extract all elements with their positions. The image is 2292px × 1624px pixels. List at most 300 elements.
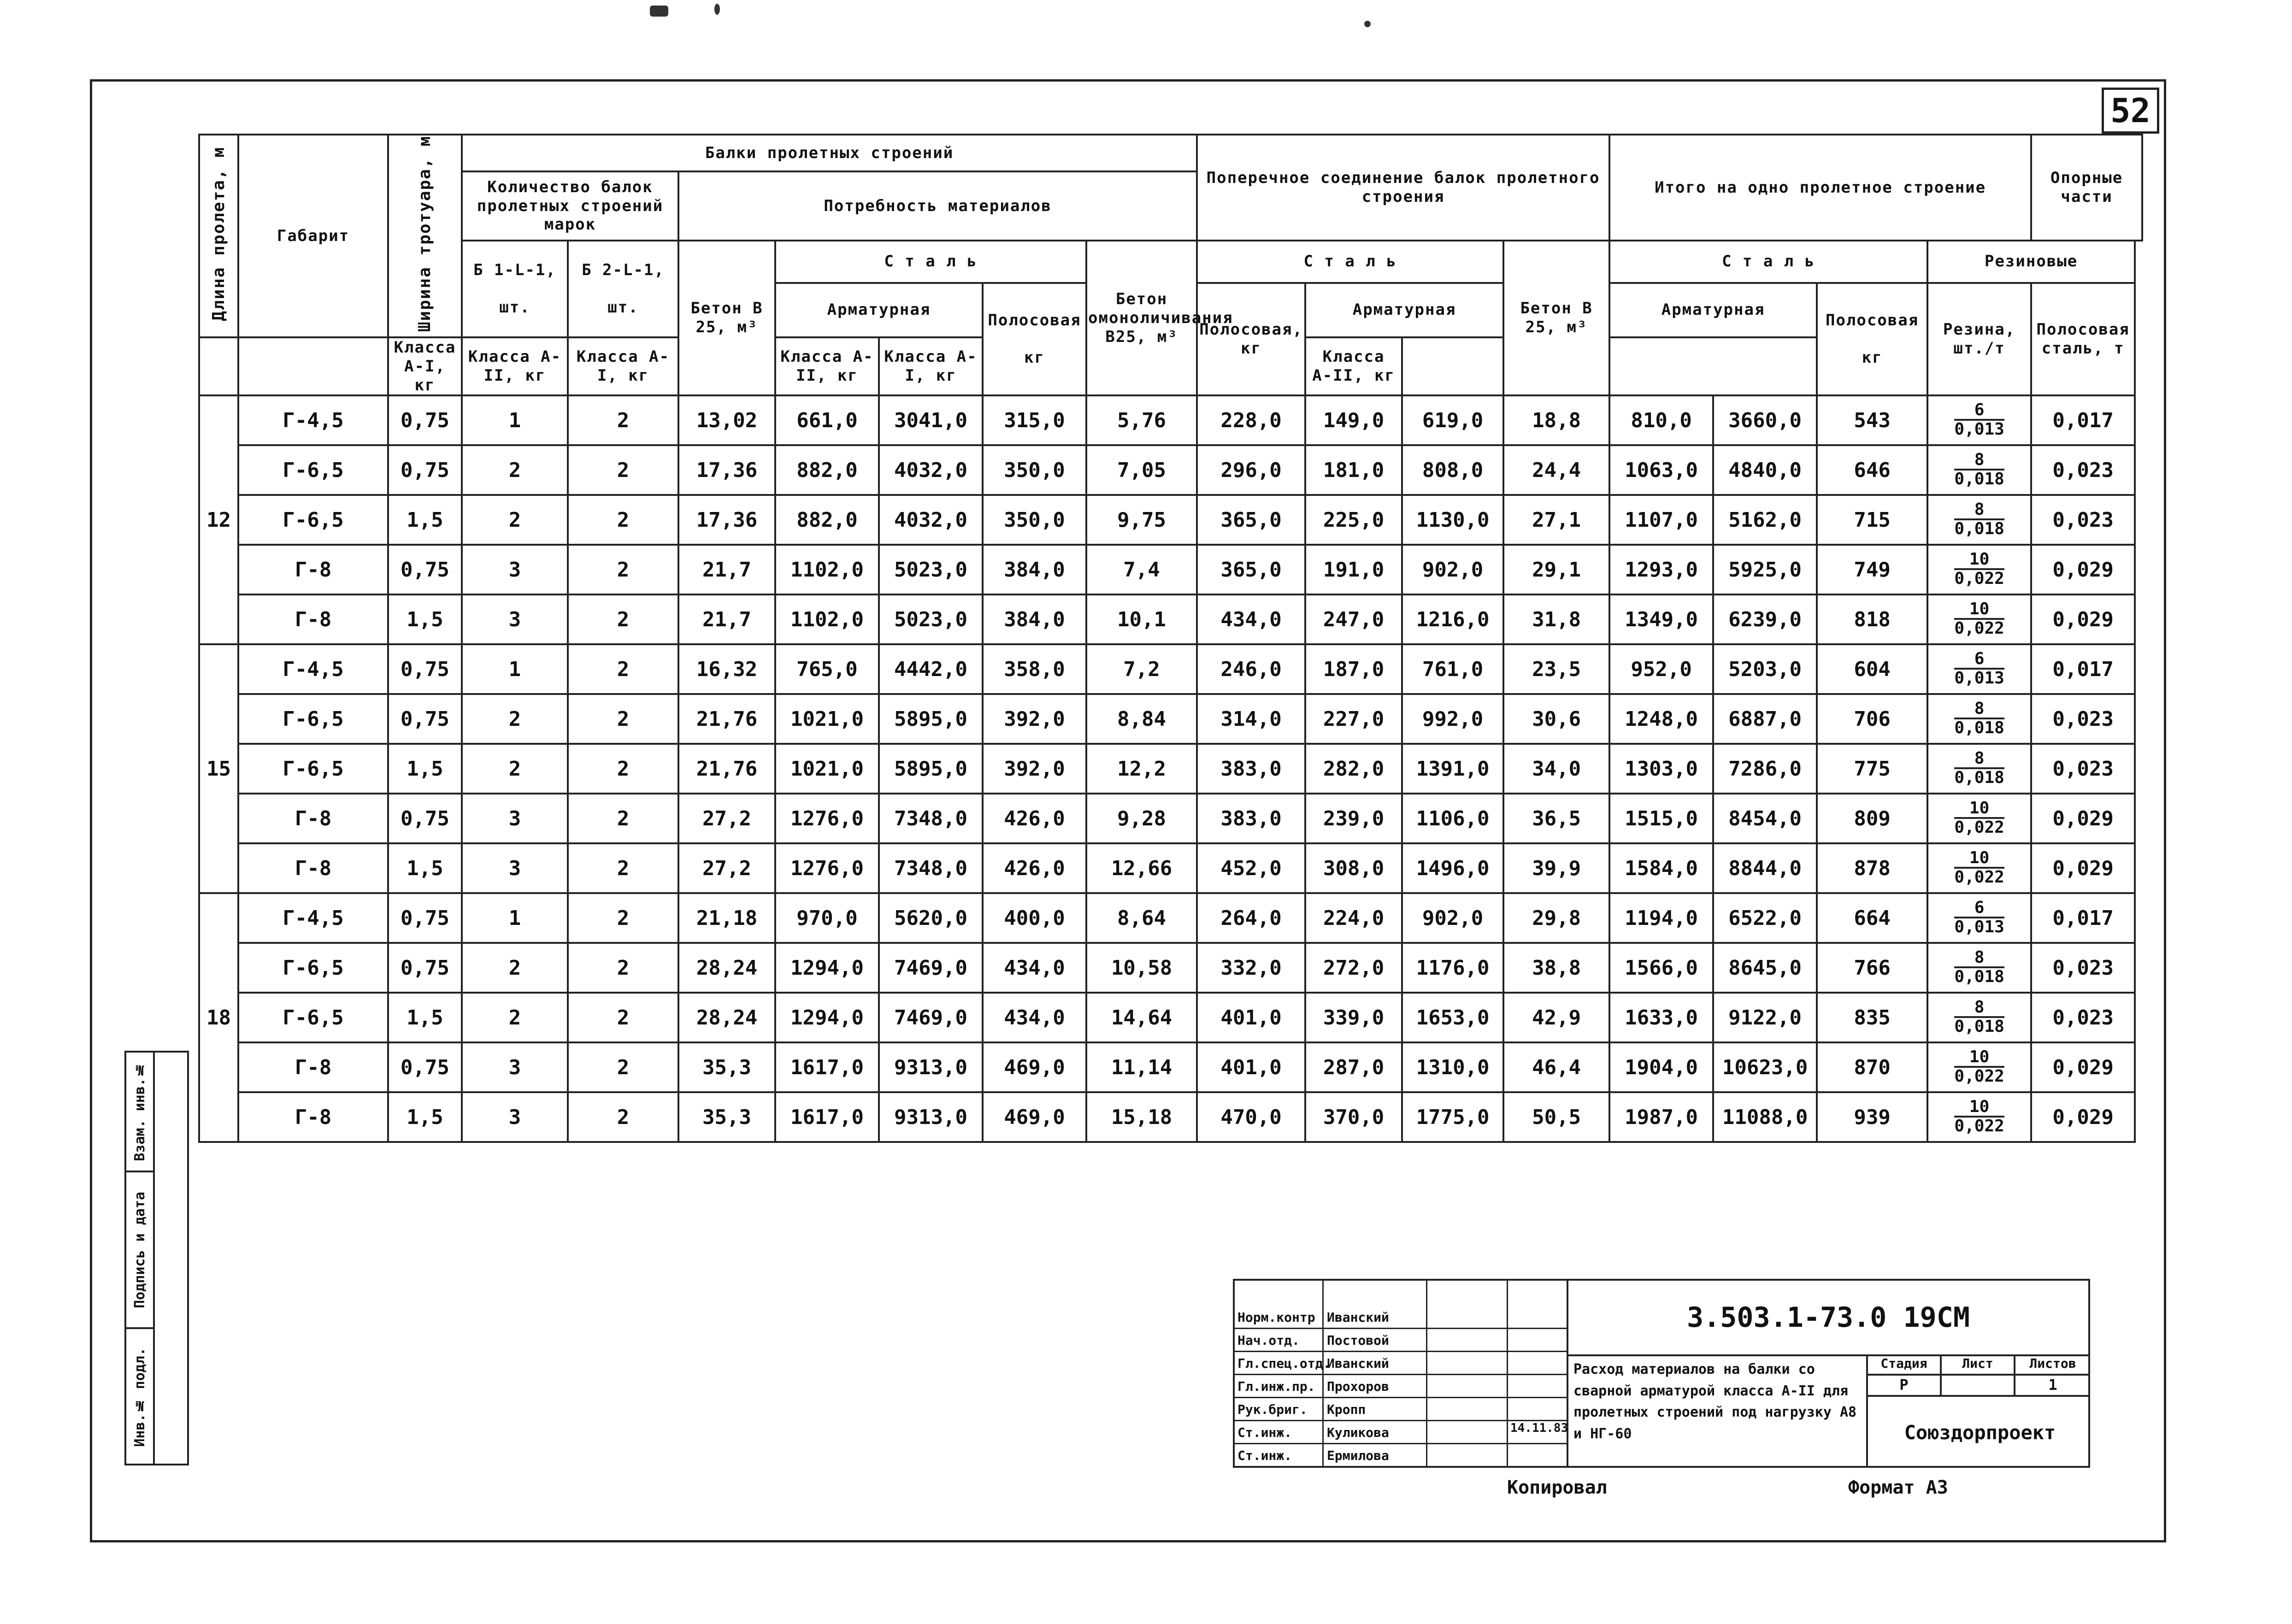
gabarit-cell: Г-8 [238,843,388,893]
th-b1: Б 1-L-1, шт. [462,241,568,337]
cell-ts: 706 [1817,694,1927,744]
sign-date-cell: Подпись и дата [126,1172,155,1329]
cell-conc: 21,7 [678,545,775,594]
cell-b2: 2 [568,545,678,594]
cell-a1: 1276,0 [775,794,879,843]
cell-strip-steel: 0,017 [2031,644,2135,694]
th-b2: Б 2-L-1, шт. [568,241,678,337]
cell-ca2: 1216,0 [1402,594,1503,644]
cell-b1: 1 [462,395,568,445]
cell-a1: 1276,0 [775,843,879,893]
cell-ca2: 1130,0 [1402,495,1503,545]
th-sidewalk-width: Ширина тротуара, м [388,135,462,337]
rubber-fraction-cell [1927,694,2031,744]
cell-a1: 1102,0 [775,545,879,594]
materials-table [198,134,2143,1143]
signer-name: Куликова [1327,1425,1389,1440]
cell-ca1: 239,0 [1305,794,1402,843]
th-total-strip: Полосовая кг [1817,283,1927,396]
rubber-fraction [1954,501,2004,538]
cell-tc: 46,4 [1503,1042,1609,1092]
table-row [199,993,2142,1042]
cell-tc: 31,8 [1503,594,1609,644]
rubber-fraction-cell [1927,744,2031,794]
cell-b1: 3 [462,1042,568,1092]
gabarit-cell: Г-8 [238,794,388,843]
span-length-cell: 12 [199,395,238,644]
signer-position: Гл.инж.пр. [1237,1379,1315,1394]
cell-strip-steel: 0,029 [2031,545,2135,594]
cell-ta2: 6887,0 [1713,694,1817,744]
table-row [199,495,2142,545]
cell-strip-steel: 0,017 [2031,893,2135,943]
cell-conc: 17,36 [678,445,775,495]
cell-cs: 296,0 [1197,445,1305,495]
cell-a2: 7469,0 [879,993,983,1042]
cell-ta2: 8454,0 [1713,794,1817,843]
signer-name: Постовой [1327,1333,1389,1348]
cell-tc: 34,0 [1503,744,1609,794]
gabarit-cell: Г-8 [238,1092,388,1142]
cell-a1: 1021,0 [775,694,879,744]
cell-conc: 28,24 [678,943,775,993]
cell-b1: 2 [462,993,568,1042]
cell-tc: 29,1 [1503,545,1609,594]
cell-b2: 2 [568,893,678,943]
cell-b1: 3 [462,794,568,843]
cell-ca1: 339,0 [1305,993,1402,1042]
gabarit-cell: Г-6,5 [238,993,388,1042]
signers-grid [1235,1281,1568,1466]
cell-ta2: 5925,0 [1713,545,1817,594]
cell-ca1: 187,0 [1305,644,1402,694]
cell-a2: 4032,0 [879,495,983,545]
cell-w: 0,75 [388,893,462,943]
copied-by: Копировал [1507,1477,1607,1498]
rubber-pcs: 8 [1954,451,2004,471]
cell-a1: 882,0 [775,445,879,495]
cell-ta1: 1194,0 [1609,893,1713,943]
gabarit-cell: Г-4,5 [238,644,388,694]
cell-ca1: 370,0 [1305,1092,1402,1142]
signer-row [1235,1444,1567,1467]
cell-b2: 2 [568,445,678,495]
doc-code: 3.503.1-73.0 19СМ [1567,1281,2090,1356]
rubber-fraction [1954,1048,2004,1085]
cell-ts: 749 [1817,545,1927,594]
rubber-pcs: 10 [1954,551,2004,570]
cell-ta2: 4840,0 [1713,445,1817,495]
cell-w: 1,5 [388,843,462,893]
replace-inv-cell: Взам. инв.№ [126,1053,155,1172]
th-cross-class2: Класса А-II, кг [775,337,879,395]
cell-strip: 350,0 [983,445,1086,495]
gabarit-cell: Г-8 [238,545,388,594]
cell-strip: 384,0 [983,545,1086,594]
cell-cs: 365,0 [1197,495,1305,545]
cell-tc: 50,5 [1503,1092,1609,1142]
cell-a2: 5895,0 [879,744,983,794]
th-concrete: Бетон В 25, м³ [678,241,775,395]
gabarit-cell: Г-6,5 [238,744,388,794]
cell-ta1: 1515,0 [1609,794,1713,843]
cell-ta1: 1063,0 [1609,445,1713,495]
cell-ta2: 9122,0 [1713,993,1817,1042]
cell-ta1: 1633,0 [1609,993,1713,1042]
cell-ts: 775 [1817,744,1927,794]
cell-tc: 27,1 [1503,495,1609,545]
cell-conc: 16,32 [678,644,775,694]
cell-strip: 400,0 [983,893,1086,943]
cell-b2: 2 [568,644,678,694]
left-stamp-strip [124,1051,189,1465]
table-row [199,794,2142,843]
cell-conc: 35,3 [678,1092,775,1142]
rubber-fraction [1954,999,2004,1036]
cell-conc: 35,3 [678,1042,775,1092]
rubber-pcs: 8 [1954,700,2004,719]
cell-w: 0,75 [388,794,462,843]
cell-a2: 7348,0 [879,843,983,893]
th-total-class2: Класса А-II, кг [1305,337,1402,395]
th-cross-rebar: Арматурная [1305,283,1503,337]
cell-mono: 14,64 [1086,993,1197,1042]
cell-cs: 365,0 [1197,545,1305,594]
th-rubber-pcs: Резина, шт./т [1927,283,2031,396]
cell-mono: 8,64 [1086,893,1197,943]
cell-tc: 29,8 [1503,893,1609,943]
cell-a2: 9313,0 [879,1092,983,1142]
th-rebar: Арматурная [775,283,983,337]
cell-ts: 818 [1817,594,1927,644]
cell-ca2: 619,0 [1402,395,1503,445]
cell-strip: 469,0 [983,1092,1086,1142]
gabarit-cell: Г-6,5 [238,943,388,993]
rubber-weight: 0,022 [1954,1116,2004,1136]
cell-a1: 970,0 [775,893,879,943]
rubber-weight: 0,018 [1954,469,2004,488]
cell-strip-steel: 0,023 [2031,445,2135,495]
rubber-fraction-cell [1927,644,2031,694]
cell-ta1: 1904,0 [1609,1042,1713,1092]
cell-ca1: 227,0 [1305,694,1402,744]
signer-position: Гл.спец.отд. [1237,1356,1331,1371]
cell-cs: 264,0 [1197,893,1305,943]
cell-mono: 5,76 [1086,395,1197,445]
cell-strip-steel: 0,029 [2031,1092,2135,1142]
signer-position: Рук.бриг. [1237,1402,1308,1417]
cell-strip: 350,0 [983,495,1086,545]
span-length-cell: 18 [199,893,238,1142]
cell-cs: 434,0 [1197,594,1305,644]
cell-ca1: 149,0 [1305,395,1402,445]
cell-ta2: 6522,0 [1713,893,1817,943]
cell-ts: 870 [1817,1042,1927,1092]
rubber-pcs: 10 [1954,1098,2004,1118]
th-gabarit: Габарит [238,135,388,337]
cell-w: 0,75 [388,445,462,495]
cell-tc: 39,9 [1503,843,1609,893]
cell-strip-steel: 0,029 [2031,594,2135,644]
signer-position: Ст.инж. [1237,1448,1292,1463]
table-row [199,843,2142,893]
rubber-fraction-cell [1927,794,2031,843]
th-pcs-spacer [238,337,388,395]
doc-description: Расход материалов на балки со сварной арматурой класса А-II для пролетных строений под нагрузку А8 и НГ-60 [1573,1361,1857,1442]
cell-mono: 7,05 [1086,445,1197,495]
th-monolith: Бетон омоноличивания В25, м³ [1086,241,1197,395]
table-row [199,545,2142,594]
rubber-fraction-cell [1927,993,2031,1042]
sheet-label: Лист [1940,1354,2014,1376]
cell-w: 1,5 [388,495,462,545]
cell-b1: 1 [462,644,568,694]
cell-mono: 10,58 [1086,943,1197,993]
cell-cs: 314,0 [1197,694,1305,744]
cell-w: 0,75 [388,644,462,694]
cell-b1: 2 [462,445,568,495]
rubber-pcs: 6 [1954,899,2004,918]
cell-b1: 1 [462,893,568,943]
rubber-pcs: 10 [1954,849,2004,869]
rubber-pcs: 8 [1954,949,2004,968]
cell-mono: 9,75 [1086,495,1197,545]
cell-a1: 1294,0 [775,993,879,1042]
rubber-fraction [1954,800,2004,836]
th-total-class1: Класса А-I, кг [879,337,983,395]
rubber-pcs: 6 [1954,650,2004,670]
cell-strip-steel: 0,029 [2031,1042,2135,1092]
cell-ta1: 1107,0 [1609,495,1713,545]
cell-a1: 765,0 [775,644,879,694]
rubber-weight: 0,013 [1954,668,2004,688]
rubber-fraction-cell [1927,843,2031,893]
cell-b2: 2 [568,1042,678,1092]
signer-position: Норм.контр [1237,1310,1315,1325]
cell-b2: 2 [568,943,678,993]
cell-a2: 5620,0 [879,893,983,943]
cell-conc: 21,7 [678,594,775,644]
cell-strip-steel: 0,023 [2031,694,2135,744]
rubber-fraction [1954,1098,2004,1135]
cell-w: 0,75 [388,395,462,445]
cell-strip-steel: 0,023 [2031,744,2135,794]
cell-w: 1,5 [388,594,462,644]
cell-ts: 939 [1817,1092,1927,1142]
th-class1: Класса А-I, кг [388,337,462,395]
cell-mono: 15,18 [1086,1092,1197,1142]
gabarit-cell: Г-4,5 [238,893,388,943]
cell-mono: 8,84 [1086,694,1197,744]
table-row [199,644,2142,694]
cell-ts: 604 [1817,644,1927,694]
signer-name: Иванский [1327,1310,1389,1325]
cell-a1: 882,0 [775,495,879,545]
scan-mark [650,6,668,17]
cell-ca1: 272,0 [1305,943,1402,993]
cell-ca2: 992,0 [1402,694,1503,744]
rubber-weight: 0,018 [1954,768,2004,787]
th-rubber: Резиновые [1927,241,2135,283]
cell-w: 1,5 [388,744,462,794]
cell-ta2: 7286,0 [1713,744,1817,794]
cell-mono: 7,4 [1086,545,1197,594]
gabarit-cell: Г-6,5 [238,445,388,495]
th-total: Итого на одно пролетное строение [1609,135,2031,241]
cell-b2: 2 [568,1092,678,1142]
table-row [199,694,2142,744]
gabarit-cell: Г-6,5 [238,495,388,545]
cell-b2: 2 [568,594,678,644]
cell-ta1: 1293,0 [1609,545,1713,594]
th-cross-strip: Полосовая, кг [1197,283,1305,396]
cell-b2: 2 [568,843,678,893]
cell-ca2: 1496,0 [1402,843,1503,893]
cell-strip-steel: 0,023 [2031,993,2135,1042]
signer-name: Прохоров [1327,1379,1389,1394]
gabarit-cell: Г-6,5 [238,694,388,744]
rubber-fraction [1954,551,2004,588]
table-row [199,893,2142,943]
rubber-weight: 0,013 [1954,419,2004,439]
cell-cs: 470,0 [1197,1092,1305,1142]
cell-ca2: 902,0 [1402,893,1503,943]
cell-cs: 401,0 [1197,993,1305,1042]
cell-ts: 646 [1817,445,1927,495]
th-materials-need: Потребность материалов [678,171,1197,241]
cell-ta1: 952,0 [1609,644,1713,694]
rubber-fraction [1954,451,2004,488]
cell-ta2: 5203,0 [1713,644,1817,694]
rubber-pcs: 8 [1954,999,2004,1018]
th-cross-steel: С т а л ь [1197,241,1503,283]
signer-position: Ст.инж. [1237,1425,1292,1440]
cell-tc: 24,4 [1503,445,1609,495]
table-row [199,943,2142,993]
cell-w: 0,75 [388,694,462,744]
cell-ca1: 224,0 [1305,893,1402,943]
th-cross-class1: Класса А-I, кг [568,337,678,395]
cell-a2: 3041,0 [879,395,983,445]
rubber-fraction [1954,401,2004,438]
cell-w: 0,75 [388,943,462,993]
rubber-fraction-cell [1927,893,2031,943]
cell-ca1: 287,0 [1305,1042,1402,1092]
cell-a2: 9313,0 [879,1042,983,1092]
rubber-pcs: 10 [1954,1048,2004,1068]
cell-strip-steel: 0,029 [2031,794,2135,843]
cell-cs: 383,0 [1197,794,1305,843]
cell-b2: 2 [568,993,678,1042]
rubber-weight: 0,013 [1954,917,2004,936]
cell-ca2: 1106,0 [1402,794,1503,843]
cell-b1: 3 [462,1092,568,1142]
cell-b2: 2 [568,694,678,744]
cell-cs: 452,0 [1197,843,1305,893]
organization: Союздорпроект [1866,1397,2092,1468]
rubber-fraction-cell [1927,594,2031,644]
signer-position: Нач.отд. [1237,1333,1300,1348]
rubber-fraction [1954,949,2004,986]
cell-ca1: 191,0 [1305,545,1402,594]
cell-b1: 3 [462,594,568,644]
sign-date: 14.11.83 [1510,1421,1568,1435]
cell-ts: 664 [1817,893,1927,943]
rubber-fraction [1954,849,2004,886]
cell-a1: 661,0 [775,395,879,445]
th-pcs-spacer [199,337,238,395]
cell-ca2: 1391,0 [1402,744,1503,794]
table-row [199,1042,2142,1092]
rubber-weight: 0,022 [1954,867,2004,887]
rubber-pcs: 8 [1954,750,2004,769]
table-row [199,1092,2142,1142]
cell-ts: 766 [1817,943,1927,993]
stage-value: Р [1866,1376,1940,1397]
cell-ca2: 1310,0 [1402,1042,1503,1092]
sheet-value [1940,1376,2014,1397]
table-body [199,395,2142,1142]
signer-row [1235,1306,1567,1329]
cell-tc: 42,9 [1503,993,1609,1042]
th-beams-group: Балки пролетных строений [462,135,1197,171]
rubber-fraction-cell [1927,1042,2031,1092]
cell-cs: 246,0 [1197,644,1305,694]
rubber-fraction-cell [1927,1092,2031,1142]
cell-ca2: 1653,0 [1402,993,1503,1042]
cell-ta2: 5162,0 [1713,495,1817,545]
cell-tc: 23,5 [1503,644,1609,694]
signer-row [1235,1329,1567,1352]
rubber-fraction [1954,650,2004,687]
th-bearings: Опорные части [2031,135,2142,241]
cell-w: 1,5 [388,993,462,1042]
gabarit-cell: Г-8 [238,594,388,644]
cell-b2: 2 [568,794,678,843]
cell-a1: 1617,0 [775,1042,879,1092]
cell-ts: 543 [1817,395,1927,445]
cell-strip: 426,0 [983,794,1086,843]
cell-strip: 384,0 [983,594,1086,644]
cell-cs: 332,0 [1197,943,1305,993]
cell-ta2: 8844,0 [1713,843,1817,893]
th-strip: Полосовая кг [983,283,1086,396]
th-span-length: Длина пролета, м [199,135,238,337]
cell-b2: 2 [568,495,678,545]
cell-ta1: 810,0 [1609,395,1713,445]
cell-strip: 392,0 [983,694,1086,744]
th-total-rebar: Арматурная [1609,283,1817,337]
cell-ta2: 11088,0 [1713,1092,1817,1142]
cell-ta1: 1584,0 [1609,843,1713,893]
cell-conc: 21,76 [678,744,775,794]
rubber-fraction-cell [1927,395,2031,445]
cell-a2: 4442,0 [879,644,983,694]
rubber-fraction [1954,750,2004,787]
signer-row [1235,1398,1567,1421]
span-length-cell: 15 [199,644,238,893]
cell-strip: 358,0 [983,644,1086,694]
cell-conc: 13,02 [678,395,775,445]
gabarit-cell: Г-4,5 [238,395,388,445]
cell-ca1: 282,0 [1305,744,1402,794]
sheets-value: 1 [2014,1376,2090,1397]
cell-ca2: 808,0 [1402,445,1503,495]
cell-conc: 27,2 [678,843,775,893]
rubber-weight: 0,022 [1954,618,2004,638]
cell-conc: 21,18 [678,893,775,943]
cell-strip-steel: 0,023 [2031,495,2135,545]
